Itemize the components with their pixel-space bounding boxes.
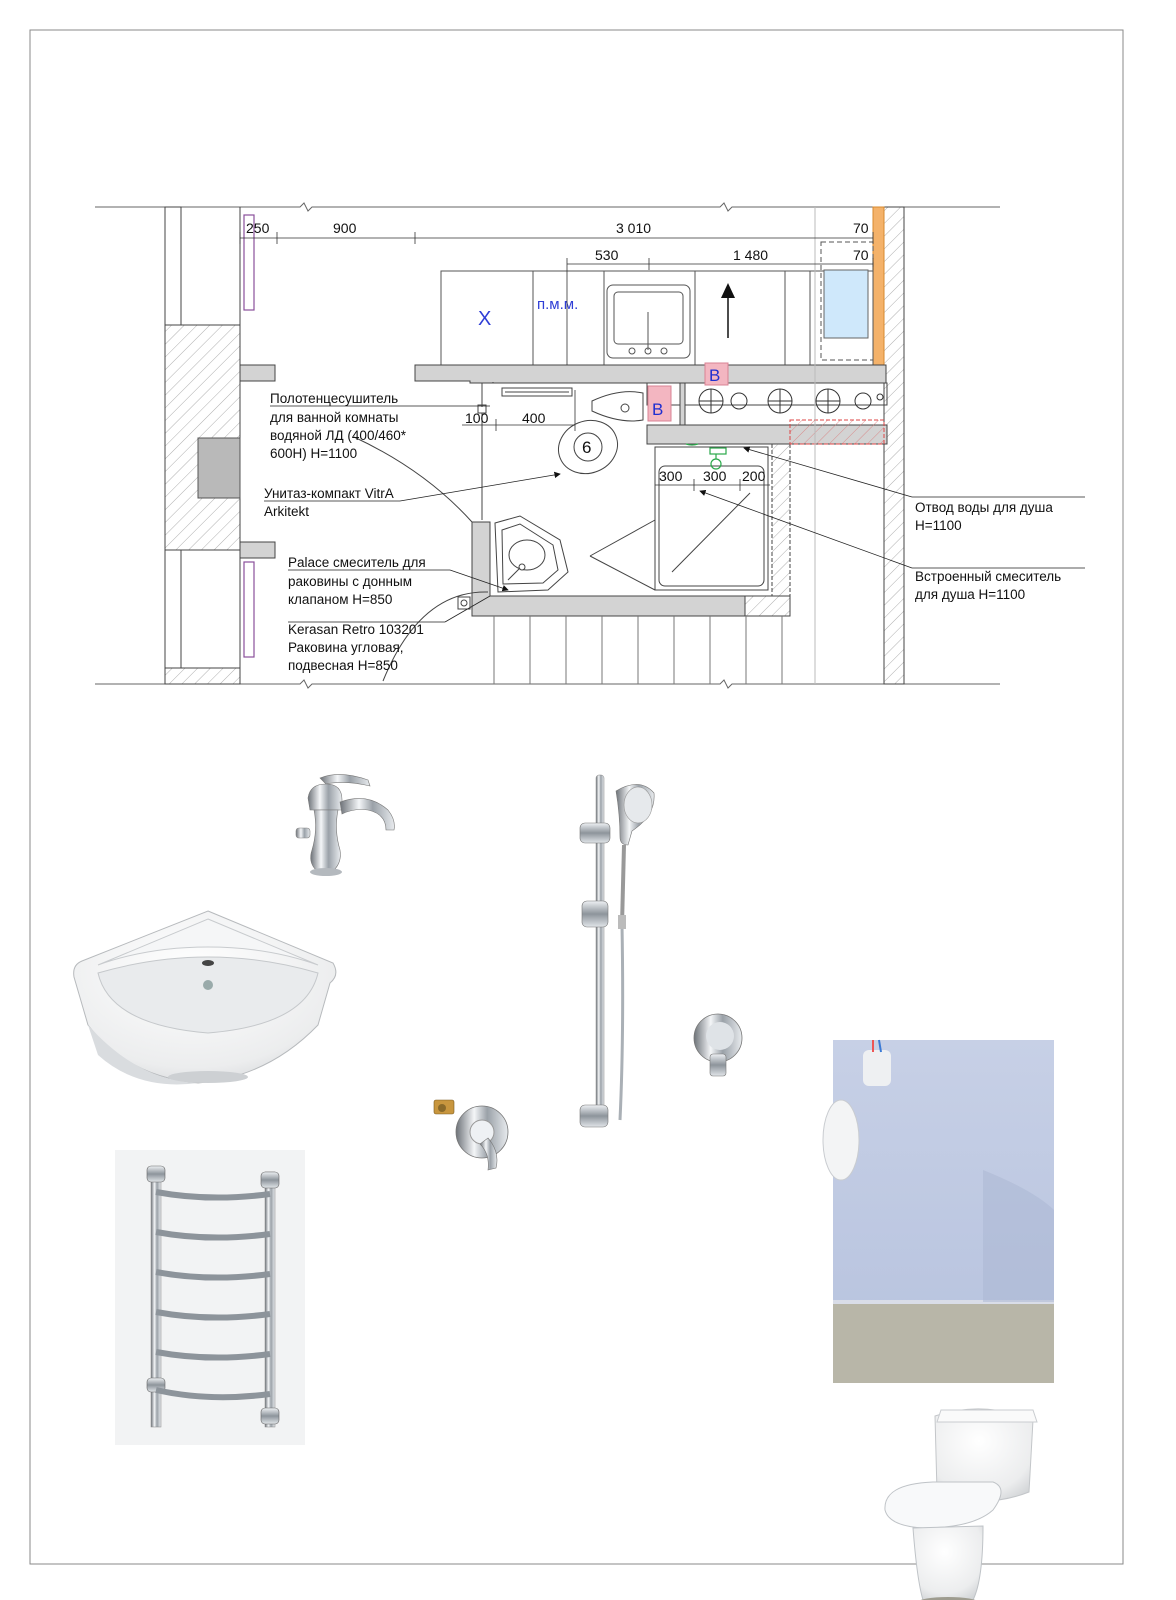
wall-outlet-icon	[694, 1014, 742, 1076]
toilet-number: 6	[582, 438, 592, 457]
basin-callout-line-1: Kerasan Retro 103201	[288, 622, 424, 637]
basin-callout	[288, 622, 428, 673]
dim-3010: 3 010	[616, 220, 652, 236]
shower-mixer-callout-line-2: для душа Н=1100	[915, 587, 1026, 602]
towel-rail-callout-line-4: 600Н) Н=1100	[270, 446, 358, 461]
direction-arrow	[721, 283, 735, 338]
towel-rail-callout-line-2: для ванной комнаты	[270, 410, 399, 425]
dim-1480: 1 480	[733, 247, 769, 263]
basin-mixer-callout	[288, 555, 429, 607]
valve-label-2: В	[652, 400, 664, 419]
faucet-icon	[296, 774, 394, 876]
dim-200: 200	[742, 468, 766, 484]
toilet-callout-line-1: Унитаз-компакт VitrA	[264, 486, 393, 501]
towel-rail-icon	[115, 1150, 305, 1445]
basin-mixer-callout-line-1: Palace смеситель для	[288, 555, 426, 570]
shower-outlet-callout-line-2: Н=1100	[915, 518, 962, 533]
dim-100: 100	[465, 410, 489, 426]
dim-300-a: 300	[659, 468, 683, 484]
dim-900: 900	[333, 220, 357, 236]
toilet-callout	[264, 486, 397, 519]
dishwasher-label: п.м.м.	[537, 296, 579, 313]
towel-rail-callout-line-3: водяной ЛД (400/460*	[270, 428, 406, 443]
dim-300-b: 300	[703, 468, 727, 484]
concealed-mixer-icon	[434, 1100, 508, 1170]
toilet-icon	[823, 1040, 1054, 1600]
floor-plan	[95, 203, 1085, 688]
dim-530: 530	[595, 247, 619, 263]
dim-250: 250	[246, 220, 270, 236]
shower-rail-icon	[580, 775, 654, 1127]
kitchen-cabinets	[441, 242, 873, 365]
riser-pipes	[699, 389, 883, 413]
shower-mixer-callout-line-1: Встроенный смеситель	[915, 569, 1062, 584]
towel-rail-callout-line-1: Полотенцесушитель	[270, 391, 399, 406]
dim-400: 400	[522, 410, 546, 426]
corner-basin-plan	[495, 516, 568, 592]
toilet-callout-line-2: Arkitekt	[264, 504, 310, 519]
towel-rail-plan	[502, 388, 572, 396]
shower-outlet-callout	[915, 500, 1057, 533]
basin-callout-line-2: Раковина угловая,	[288, 640, 404, 655]
corner-basin-icon	[74, 911, 336, 1084]
basin-mixer-callout-line-3: клапаном Н=850	[288, 592, 393, 607]
dim-70-second: 70	[853, 247, 869, 263]
valve-label-1: В	[709, 366, 721, 385]
basin-mixer-callout-line-2: раковины с донным	[288, 574, 412, 589]
shower-pipes	[686, 444, 726, 469]
dim-70-top: 70	[853, 220, 869, 236]
break-line-top	[95, 203, 1000, 211]
x-mark: X	[478, 308, 492, 330]
basin-callout-line-3: подвесная Н=850	[288, 658, 398, 673]
shower-outlet-callout-line-1: Отвод воды для душа	[915, 500, 1053, 515]
toilet-plan	[550, 392, 643, 483]
left-wall	[165, 207, 254, 684]
shower-mixer-callout	[915, 569, 1065, 602]
towel-rail-callout	[270, 391, 410, 461]
right-wall	[873, 207, 904, 684]
